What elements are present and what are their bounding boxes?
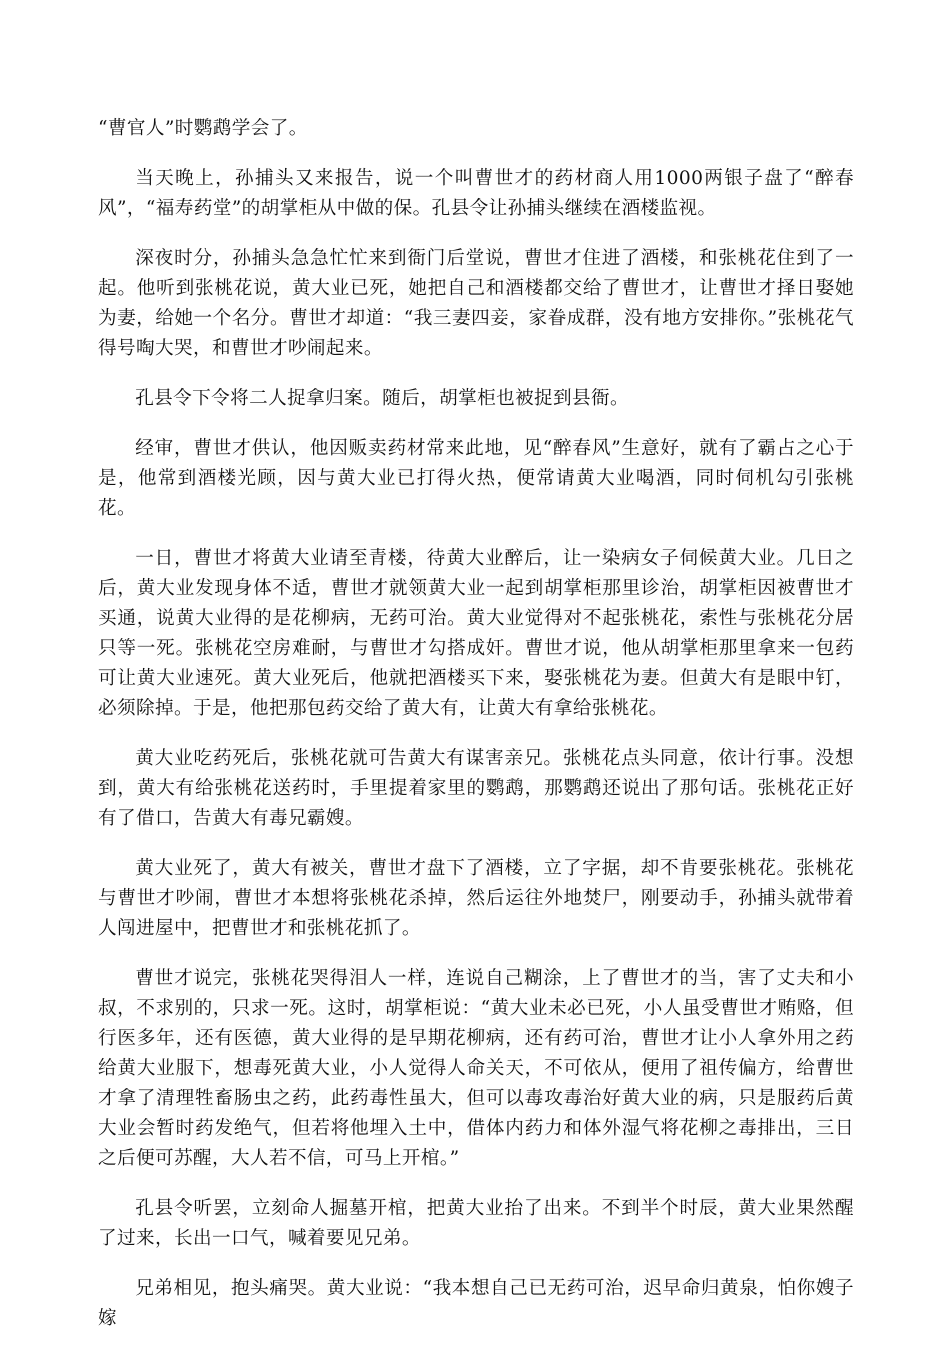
paragraph-10: 孔县令听罢，立刻命人掘墓开棺，把黄大业抬了出来。不到半个时辰，黄大业果然醒了过来，长出一口气，喊着要见兄弟。: [98, 1198, 854, 1249]
paragraph-6: 一日，曹世才将黄大业请至青楼，待黄大业醉后，让一染病女子伺候黄大业。几日之后，黄大业发现身体不适，曹世才就领黄大业一起到胡掌柜那里诊治，胡掌柜因被曹世才买通，说黄大业得的是花柳病，无药可治。黄大业觉得对不起张桃花，索性与张桃花分居只等一死。张桃花空房难耐，与曹世才勾搭成奸。曹世才说，他从胡掌柜那里拿来一包药可让黄大业速死。黄大业死后，他就把酒楼买下来，娶张桃花为妻。但黄大有是眼中钉，必须除掉。于是，他把那包药交给了黄大有，让黄大有拿给张桃花。: [98, 548, 854, 719]
paragraph-4: 孔县令下令将二人捉拿归案。随后，胡掌柜也被捉到县衙。: [135, 388, 630, 409]
paragraph-5: 经审，曹世才供认，他因贩卖药材常来此地，见“醉春风”生意好，就有了霸占之心于是，他常到酒楼光顾，因与黄大业已打得火热，便常请黄大业喝酒，同时伺机勾引张桃花。: [98, 438, 854, 519]
paragraph-1: “曹官人”时鹦鹉学会了。: [98, 118, 308, 139]
paragraph-9: 曹世才说完，张桃花哭得泪人一样，连说自己糊涂，上了曹世才的当，害了丈夫和小叔，不求别的，只求一死。这时，胡掌柜说：“黄大业未必已死，小人虽受曹世才贿赂，但行医多年，还有医德，黄大业得的是早期花柳病，还有药可治，曹世才让小人拿外用之药给黄大业服下，想毒死黄大业，小人觉得人命关天，不可依从，便用了祖传偏方，给曹世才拿了清理牲畜肠虫之药，此药毒性虽大，但可以毒攻毒治好黄大业的病，只是服药后黄大业会暂时药发绝气，但若将他埋入土中，借体内药力和体外湿气将花柳之毒排出，三日之后便可苏醒，大人若不信，可马上开棺。”: [98, 968, 854, 1169]
paragraph-11: 兄弟相见，抱头痛哭。黄大业说：“我本想自己已无药可治，迟早命归黄泉，怕你嫂子嫁: [98, 1278, 854, 1329]
paragraph-2: 当天晚上，孙捕头又来报告，说一个叫曹世才的药材商人用1000两银子盘了“醉春风”，“福寿药堂”的胡掌柜从中做的保。孔县令让孙捕头继续在酒楼监视。: [98, 168, 854, 219]
paragraph-7: 黄大业吃药死后，张桃花就可告黄大有谋害亲兄。张桃花点头同意，依计行事。没想到，黄大有给张桃花送药时，手里提着家里的鹦鹉，那鹦鹉还说出了那句话。张桃花正好有了借口，告黄大有毒兄霸嫂。: [98, 748, 854, 829]
paragraph-8: 黄大业死了，黄大有被关，曹世才盘下了酒楼，立了字据，却不肯要张桃花。张桃花与曹世才吵闹，曹世才本想将张桃花杀掉，然后运往外地焚尸，刚要动手，孙捕头就带着人闯进屋中，把曹世才和张桃花抓了。: [98, 858, 854, 939]
article-body: [98, 114, 854, 1354]
paragraph-3: 深夜时分，孙捕头急急忙忙来到衙门后堂说，曹世才住进了酒楼，和张桃花住到了一起。他听到张桃花说，黄大业已死，她把自己和酒楼都交给了曹世才，让曹世才择日娶她为妻，给她一个名分。曹世才却道：“我三妻四妾，家眷成群，没有地方安排你。”张桃花气得号啕大哭，和曹世才吵闹起来。: [98, 248, 854, 359]
